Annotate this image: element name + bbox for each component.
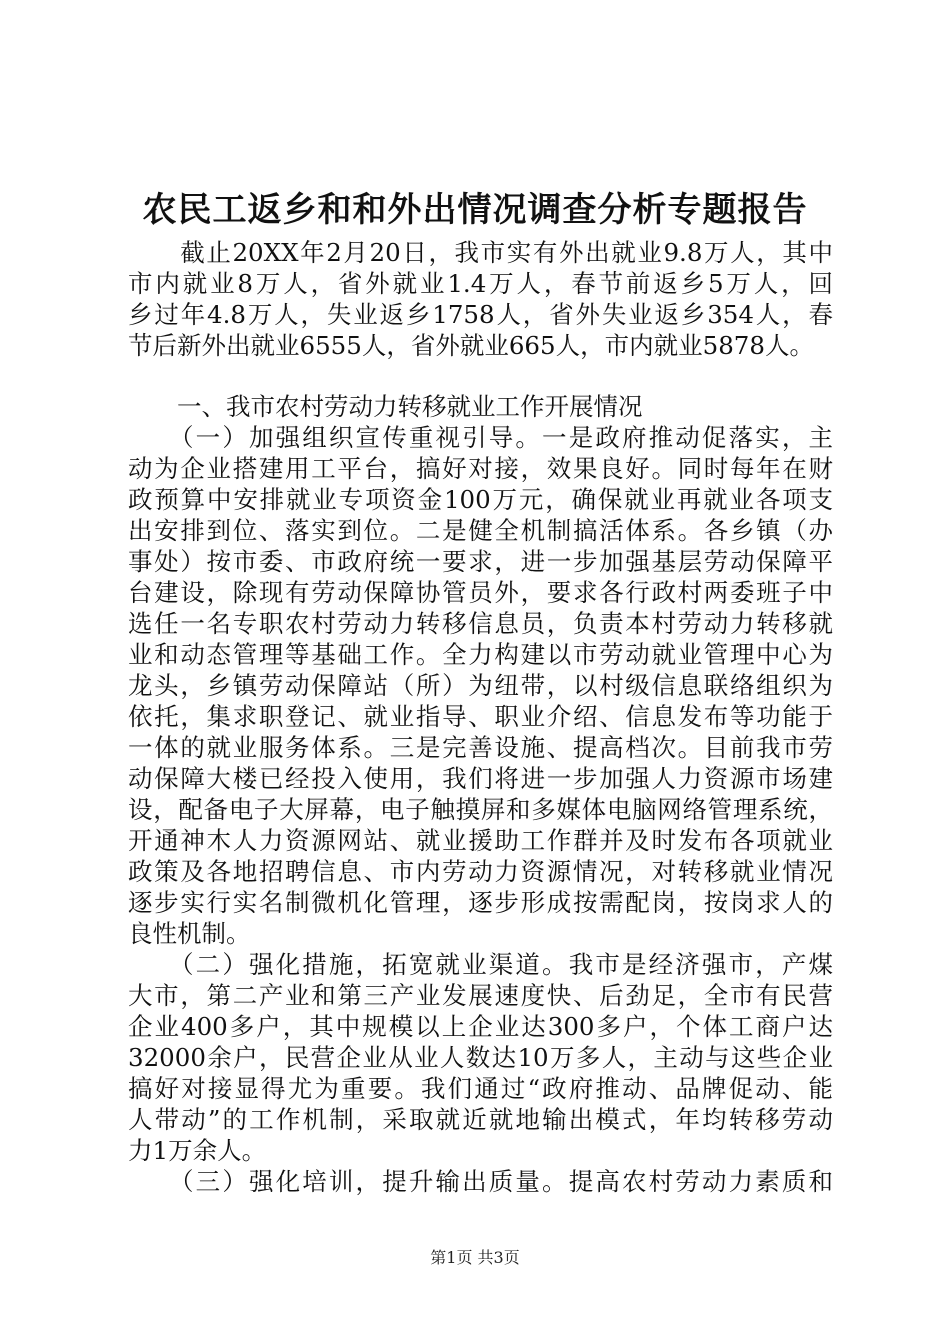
paragraph-line: 人带动”的工作机制，采取就近就地输出模式，年均转移劳动 [128, 1105, 833, 1134]
paragraph-line: 设，配备电子大屏幕，电子触摸屏和多媒体电脑网络管理系统， [128, 795, 833, 824]
paragraph-line: （二）强化措施，拓宽就业渠道。我市是经济强市，产煤 [128, 950, 833, 979]
paragraph-line: 政预算中安排就业专项资金100万元，确保就业再就业各项支 [128, 485, 833, 514]
paragraph-line: 大市，第二产业和第三产业发展速度快、后劲足，全市有民营 [128, 981, 833, 1010]
paragraph-line: 业和动态管理等基础工作。全力构建以市劳动就业管理中心为 [128, 640, 833, 669]
paragraph-line: 逐步实行实名制微机化管理，逐步形成按需配岗，按岗求人的 [128, 888, 833, 917]
intro-line: 截止20XX年2月20日，我市实有外出就业9.8万人，其中 [128, 238, 833, 267]
paragraph-line: 出安排到位、落实到位。二是健全机制搞活体系。各乡镇（办 [128, 516, 833, 545]
paragraph-line: 一体的就业服务体系。三是完善设施、提高档次。目前我市劳 [128, 733, 833, 762]
paragraph-line: 选任一名专职农村劳动力转移信息员，负责本村劳动力转移就 [128, 609, 833, 638]
paragraph-gap [128, 361, 833, 391]
section-heading: 一、我市农村劳动力转移就业工作开展情况 [128, 392, 643, 421]
paragraph-line: 良性机制。 [128, 919, 251, 948]
intro-line: 节后新外出就业6555人，省外就业665人，市内就业5878人。 [128, 331, 814, 360]
paragraph-line: 搞好对接显得尤为重要。我们通过“政府推动、品牌促动、能 [128, 1074, 833, 1103]
document-body [128, 237, 833, 1197]
paragraph-line: 政策及各地招聘信息、市内劳动力资源情况，对转移就业情况 [128, 857, 833, 886]
paragraph-line: 事处）按市委、市政府统一要求，进一步加强基层劳动保障平 [128, 547, 833, 576]
paragraph-line: 力1万余人。 [128, 1136, 267, 1165]
paragraph-line: （一）加强组织宣传重视引导。一是政府推动促落实，主 [128, 423, 833, 452]
intro-line: 市内就业8万人，省外就业1.4万人，春节前返乡5万人，回 [128, 269, 833, 298]
paragraph-line: 开通神木人力资源网站、就业援助工作群并及时发布各项就业 [128, 826, 833, 855]
paragraph-line: 台建设，除现有劳动保障协管员外，要求各行政村两委班子中 [128, 578, 833, 607]
paragraph-line: 依托，集求职登记、就业指导、职业介绍、信息发布等功能于 [128, 702, 833, 731]
paragraph-line: 企业400多户，其中规模以上企业达300多户，个体工商户达 [128, 1012, 833, 1041]
paragraph-line: 动保障大楼已经投入使用，我们将进一步加强人力资源市场建 [128, 764, 833, 793]
paragraph-line: 动为企业搭建用工平台，搞好对接，效果良好。同时每年在财 [128, 454, 833, 483]
page-footer: 第1页 共3页 [430, 1248, 520, 1267]
document-title: 农民工返乡和和外出情况调查分析专题报告 [142, 190, 808, 230]
paragraph-line: （三）强化培训，提升输出质量。提高农村劳动力素质和 [128, 1167, 833, 1196]
paragraph-line: 龙头，乡镇劳动保障站（所）为纽带，以村级信息联络组织为 [128, 671, 833, 700]
paragraph-line: 32000余户，民营企业从业人数达10万多人，主动与这些企业 [128, 1043, 833, 1072]
intro-line: 乡过年4.8万人，失业返乡1758人，省外失业返乡354人，春 [128, 300, 833, 329]
